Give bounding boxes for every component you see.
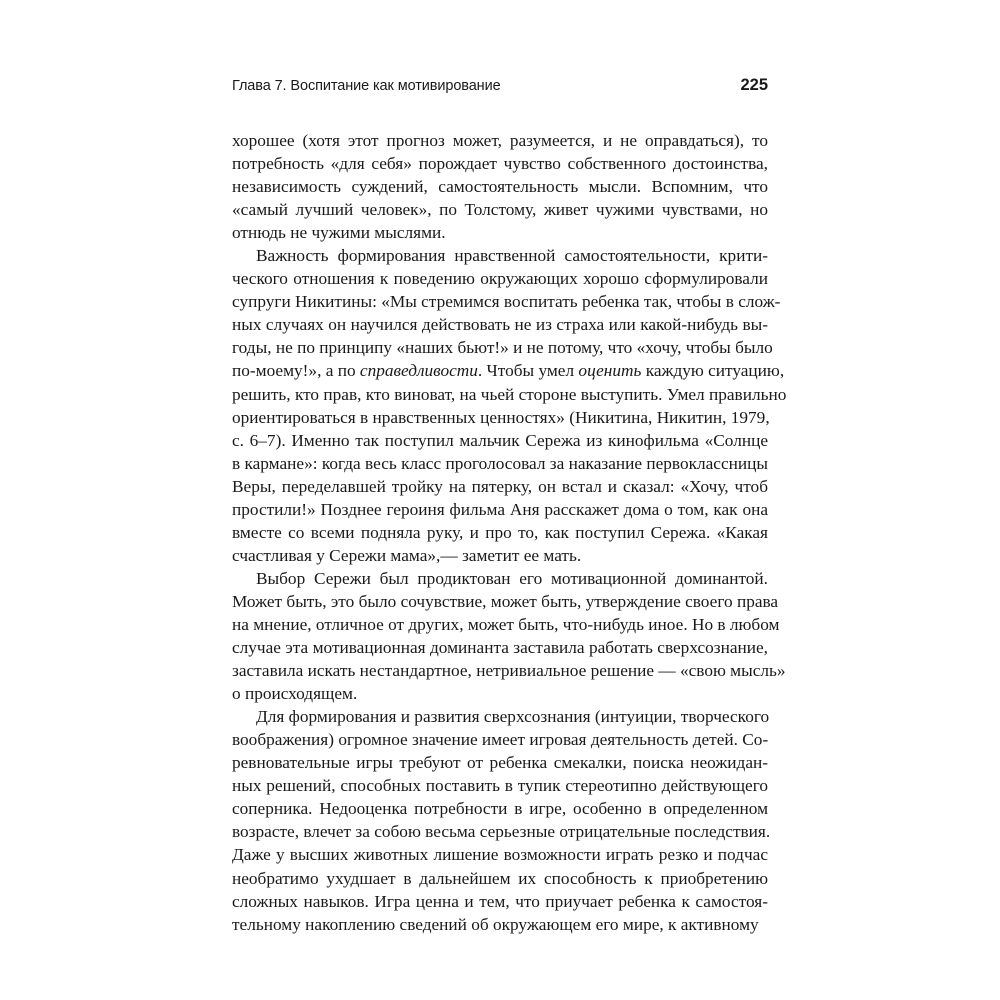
chapter-title: Глава 7. Воспитание как мотивирование — [232, 78, 501, 94]
text-line — [232, 152, 768, 175]
text-line — [232, 383, 787, 406]
text-run: заставила искать нестандартное, нетривиальное решение — «свою мысль» — [232, 661, 786, 681]
text-run: каждую ситуацию, — [641, 361, 785, 381]
page-number: 225 — [740, 76, 768, 94]
text-line — [232, 290, 781, 313]
text-run: Может быть, это было сочувствие, может быть, утверждение своего права — [232, 591, 779, 611]
paragraph — [232, 567, 786, 705]
text-run: с. 6–7). Именно так поступил мальчик Сережа из кинофильма «Солнце — [232, 430, 768, 450]
text-run: соперника. Недооценка потребности в игре, особенно в определенном — [232, 799, 768, 819]
text-run: Выбор Сережи был продиктован его мотивационной доминантой. — [256, 568, 768, 588]
text-run: ческого отношения к поведению окружающих хорошо сформулировали — [232, 269, 768, 289]
text-run: в кармане»: когда весь класс проголосовал за наказание первоклассницы — [232, 453, 768, 473]
text-line — [232, 359, 785, 382]
text-line — [232, 659, 786, 682]
text-line — [232, 406, 768, 429]
text-run: Веры, переделавшей тройку на пятерку, он встал и сказал: «Хочу, чтоб — [232, 476, 768, 496]
text-run: супруги Никитины: «Мы стремимся воспитать ребенка так, чтобы в слож- — [232, 292, 781, 312]
text-run: ных решений, способных поставить в тупик стереотипно действующего — [232, 776, 768, 796]
text-run: на мнение, отличное от других, может быть, что-нибудь иное. Но в любом — [232, 614, 780, 634]
text-run: по-моему!», а по — [232, 361, 360, 381]
text-run: ных случаях он научился действовать не из страха или какой-нибудь вы- — [232, 315, 768, 335]
text-line — [232, 129, 768, 152]
text-run: хорошее (хотя этот прогноз может, разумеется, и не оправдаться), то — [232, 131, 768, 150]
text-line — [232, 728, 768, 751]
text-run: отнюдь не чужими мыслями. — [232, 223, 446, 243]
text-line — [232, 198, 768, 221]
text-line — [232, 521, 768, 544]
text-line — [232, 774, 768, 797]
text-run: возрасте, влечет за собою весьма серьезные отрицательные последствия. — [232, 822, 771, 842]
text-line — [232, 913, 768, 936]
text-line — [232, 244, 768, 267]
running-header — [232, 76, 768, 100]
text-line — [232, 544, 768, 567]
text-line — [232, 590, 779, 613]
text-line — [232, 890, 768, 913]
text-run: Важность формирования нравственной самостоятельности, крити- — [256, 246, 768, 266]
text-run: независимость суждений, самостоятельность мысли. Вспомним, что — [232, 177, 768, 197]
text-line — [232, 452, 768, 475]
text-line — [232, 336, 773, 359]
italic-text: справедливости — [359, 361, 478, 381]
text-run: ориентироваться в нравственных ценностях» (Никитина, Никитин, 1979, — [232, 407, 770, 427]
text-line — [232, 682, 768, 705]
italic-text: оценить — [578, 361, 642, 381]
paragraph — [232, 244, 787, 567]
text-run: случае эта мотивационная доминанта заставила работать сверхсознание, — [232, 638, 768, 658]
text-run: Даже у высших животных лишение возможности играть резко и подчас — [232, 845, 768, 865]
text-run: воображения) огромное значение имеет игровая деятельность детей. Со- — [232, 730, 769, 750]
text-run: ревновательные игры требуют от ребенка смекалки, поиска неожидан- — [232, 753, 768, 773]
text-line — [232, 843, 768, 866]
text-line — [232, 498, 768, 521]
text-run: счастливая у Сережи мама»,— заметит ее мать. — [232, 545, 582, 565]
body-text — [232, 129, 787, 936]
text-line — [232, 175, 768, 198]
text-line — [232, 636, 768, 659]
book-page — [232, 76, 787, 936]
text-line — [232, 751, 768, 774]
text-line — [232, 613, 780, 636]
text-run: тельному накоплению сведений об окружающем его мире, к активному — [232, 914, 759, 934]
text-run: решить, кто прав, кто виноват, на чьей стороне выступить. Умел правильно — [232, 384, 787, 404]
text-run: необратимо ухудшает в дальнейшем их способность к приобретению — [232, 868, 768, 888]
text-run: простили!» Позднее героиня фильма Аня расскажет дома о том, как она — [232, 499, 768, 519]
text-run: потребность «для себя» порождает чувство собственного достоинства, — [232, 154, 768, 174]
text-run: годы, не по принципу «наших бьют!» и не потому, что «хочу, чтобы было — [232, 338, 773, 358]
text-line — [232, 267, 768, 290]
text-line — [232, 705, 768, 728]
text-line — [232, 221, 768, 244]
text-line — [232, 797, 768, 820]
text-run: Для формирования и развития сверхсознания (интуиции, творческого — [256, 707, 770, 727]
text-line — [232, 475, 768, 498]
text-run: . Чтобы умел — [477, 361, 579, 381]
text-line — [232, 820, 771, 843]
text-run: о происходящем. — [232, 684, 358, 704]
text-run: «самый лучший человек», по Толстому, живет чужими чувствами, но — [232, 200, 768, 220]
text-line — [232, 313, 768, 336]
text-line — [232, 429, 768, 452]
text-run: вместе со всеми подняла руку, и про то, как поступил Сережа. «Какая — [232, 522, 768, 542]
paragraph — [232, 705, 771, 935]
text-line — [232, 567, 768, 590]
text-run: сложных навыков. Игра ценна и тем, что приучает ребенка к самостоя- — [232, 891, 768, 911]
paragraph — [232, 129, 768, 244]
text-line — [232, 867, 768, 890]
